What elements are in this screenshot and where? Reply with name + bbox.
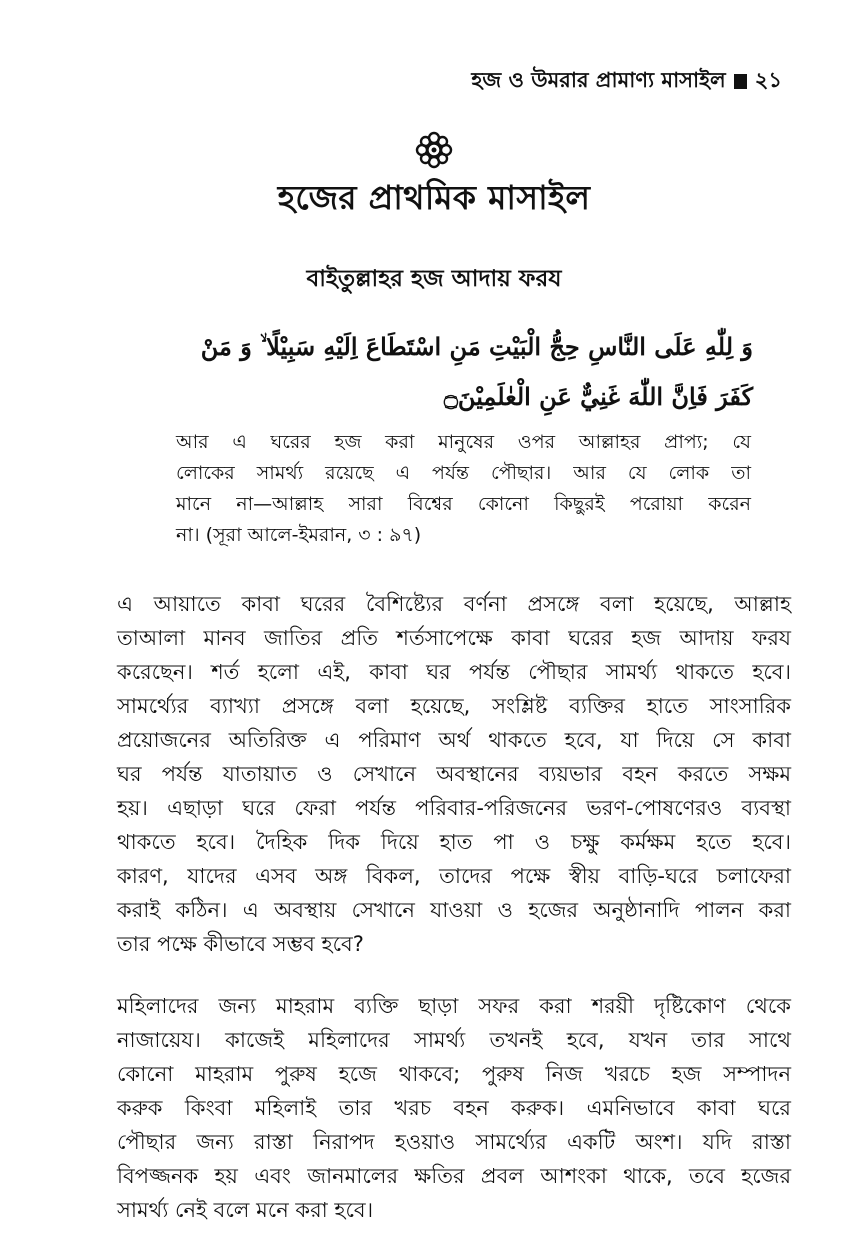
paragraph-line: প্রয়োজনের অতিরিক্ত এ পরিমাণ অর্থ থাকতে হবে, যা দিয়ে সে কাবা <box>117 728 791 752</box>
paragraph-line: মহিলাদের জন্য মাহরাম ব্যক্তি ছাড়া সফর করা শরয়ী দৃষ্টিকোণ থেকে <box>117 994 791 1018</box>
paragraph-line: বিপজ্জনক হয় এবং জানমালের ক্ষতির প্রবল আশংকা থাকে, তবে হজের <box>117 1164 791 1188</box>
paragraph-line: করেছেন। শর্ত হলো এই, কাবা ঘর পর্যন্ত পৌছার সামর্থ্য থাকতে হবে। <box>117 660 791 684</box>
running-header <box>471 64 782 99</box>
star-flower-ornament-icon <box>414 130 454 170</box>
paragraph-line: কোনো মাহরাম পুরুষ হজে থাকবে; পুরুষ নিজ খরচে হজ সম্পাদন <box>117 1062 791 1086</box>
translation-line: না। (সূরা আলে-ইমরান, ৩ : ৯৭) <box>176 524 422 546</box>
paragraph-line: পৌছার জন্য রাস্তা নিরাপদ হওয়াও সামর্থ্যের একটি অংশ। যদি রাস্তা <box>117 1130 791 1154</box>
translation-line: মানে না—আল্লাহ সারা বিশ্বের কোনো কিছুরই পরোয়া করেন <box>176 493 751 515</box>
section-title: বাইতুল্লাহর হজ আদায় ফরয <box>306 266 562 292</box>
translation-line: আর এ ঘরের হজ করা মানুষের ওপর আল্লাহর প্রাপ্য; যে <box>176 431 751 453</box>
paragraph-line: সামর্থ্যের ব্যাখ্যা প্রসঙ্গে বলা হয়েছে, সংশ্লিষ্ট ব্যক্তির হাতে সাংসারিক <box>117 694 791 718</box>
chapter-title: হজের প্রাথমিক মাসাইল <box>277 178 591 217</box>
paragraph-line: তাআলা মানব জাতির প্রতি শর্তসাপেক্ষে কাবা ঘরের হজ আদায় ফরয <box>117 626 791 650</box>
paragraph-line: থাকতে হবে। দৈহিক দিক দিয়ে হাত পা ও চক্ষু কর্মক্ষম হতে হবে। <box>117 830 791 854</box>
page-number: ২১ <box>754 68 782 92</box>
paragraph-line: নাজায়েয। কাজেই মহিলাদের সামর্থ্য তখনই হবে, যখন তার সাথে <box>117 1028 791 1052</box>
paragraph-line: ঘর পর্যন্ত যাতায়াত ও সেখানে অবস্থানের ব্যয়ভার বহন করতে সক্ষম <box>117 762 791 786</box>
arabic-verse-line-1: وَ لِلّٰهِ عَلَى النَّاسِ حِجُّ الْبَيْتِ مَنِ اسْتَطَاعَ اِلَيْهِ سَبِيْلًا ۙ وَ مَنْ <box>200 332 753 361</box>
paragraph-line: করুক কিংবা মহিলাই তার খরচ বহন করুক। এমনিভাবে কাবা ঘরে <box>117 1096 791 1120</box>
running-header-title: হজ ও উমরার প্রামাণ্য মাসাইল <box>471 68 726 92</box>
paragraph-line: হয়। এছাড়া ঘরে ফেরা পর্যন্ত পরিবার-পরিজনের ভরণ-পোষণেরও ব্যবস্থা <box>117 796 791 820</box>
paragraph-line: করাই কঠিন। এ অবস্থায় সেখানে যাওয়া ও হজের অনুষ্ঠানাদি পালন করা <box>117 898 791 922</box>
arabic-verse-line-2: كَفَرَ فَاِنَّ اللّٰهَ غَنِيٌّ عَنِ الْعٰلَمِيْنَ۝ <box>443 382 753 411</box>
paragraph-line: সামর্থ্য নেই বলে মনে করা হবে। <box>117 1198 374 1222</box>
paragraph-line: এ আয়াতে কাবা ঘরের বৈশিষ্ট্যের বর্ণনা প্রসঙ্গে বলা হয়েছে, আল্লাহ <box>117 592 791 616</box>
square-bullet-icon <box>734 74 747 89</box>
paragraph-line: কারণ, যাদের এসব অঙ্গ বিকল, তাদের পক্ষে স্বীয় বাড়ি-ঘরে চলাফেরা <box>117 864 791 888</box>
translation-line: লোকের সামর্থ্য রয়েছে এ পর্যন্ত পৌছার। আর যে লোক তা <box>176 462 751 484</box>
paragraph-line: তার পক্ষে কীভাবে সম্ভব হবে? <box>117 932 364 956</box>
